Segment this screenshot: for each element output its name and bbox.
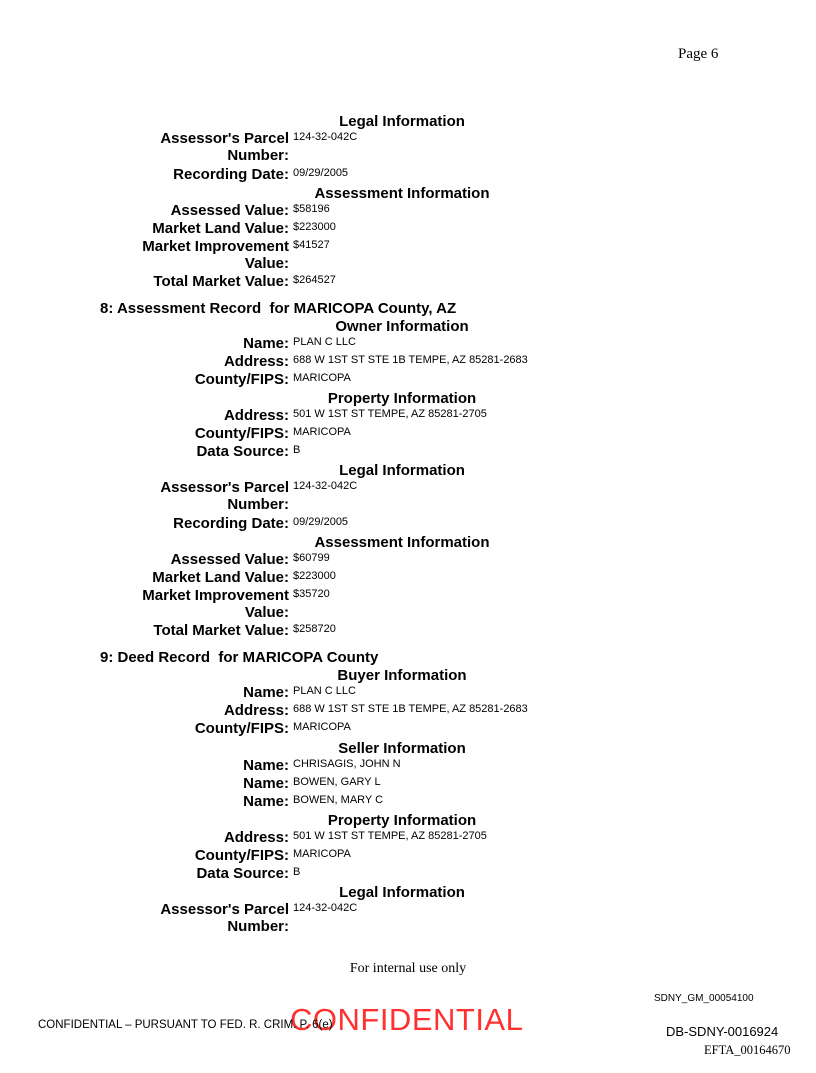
assessment-information-heading: Assessment Information	[314, 185, 490, 202]
property-address-row	[0, 829, 816, 847]
market-land-value: $223000	[293, 570, 336, 582]
market-improvement-row	[0, 238, 816, 273]
property-county-value: MARICOPA	[293, 426, 351, 438]
apn-label: Assessor's Parcel Number:	[160, 130, 289, 164]
record-8-title: 8: Assessment Record for MARICOPA County, AZ	[100, 300, 457, 317]
seller-name-value: CHRISAGIS, JOHN N	[293, 758, 401, 770]
buyer-address-label: Address:	[223, 702, 289, 719]
recording-date-value: 09/29/2005	[293, 167, 349, 179]
apn-value: 124-32-042C	[293, 131, 358, 143]
total-market-value-row	[0, 273, 816, 291]
market-land-value-label: Market Land Value:	[152, 569, 289, 586]
recording-date-label: Recording Date:	[173, 166, 289, 183]
market-land-value-row	[0, 220, 816, 238]
total-market-value: $258720	[293, 623, 336, 635]
owner-county-label: County/FIPS:	[194, 371, 289, 388]
property-county-row	[0, 847, 816, 865]
property-county-row	[0, 425, 816, 443]
total-market-value: $264527	[293, 274, 336, 286]
property-address-label: Address:	[223, 829, 289, 846]
property-address-value: 501 W 1ST ST TEMPE, AZ 85281-2705	[293, 830, 487, 842]
data-source-row	[0, 865, 816, 883]
legal-information-heading: Legal Information	[339, 462, 465, 479]
market-improvement-label: Market Improvement Value:	[142, 587, 289, 621]
market-land-value-row	[0, 569, 816, 587]
market-improvement-row	[0, 587, 816, 622]
buyer-address-row	[0, 702, 816, 720]
report-content	[0, 112, 816, 937]
seller-name-row	[0, 793, 816, 811]
data-source-value: B	[293, 444, 301, 456]
recording-date-label: Recording Date:	[173, 515, 289, 532]
data-source-row	[0, 443, 816, 461]
legal-information-heading: Legal Information	[339, 884, 465, 901]
apn-value: 124-32-042C	[293, 480, 358, 492]
market-land-value-label: Market Land Value:	[152, 220, 289, 237]
owner-address-label: Address:	[223, 353, 289, 370]
efta-number: EFTA_00164670	[704, 1043, 791, 1057]
seller-name-label: Name:	[243, 775, 289, 792]
buyer-county-label: County/FIPS:	[194, 720, 289, 737]
bates-number-db-sdny: DB-SDNY-0016924	[666, 1024, 779, 1039]
seller-name-value: BOWEN, GARY L	[293, 776, 381, 788]
apn-row	[0, 130, 816, 166]
property-county-label: County/FIPS:	[194, 425, 289, 442]
owner-county-row	[0, 371, 816, 389]
property-address-label: Address:	[223, 407, 289, 424]
assessed-value-row	[0, 202, 816, 220]
legal-information-heading: Legal Information	[339, 113, 465, 130]
owner-name-row	[0, 335, 816, 353]
property-county-label: County/FIPS:	[194, 847, 289, 864]
apn-row	[0, 901, 816, 937]
apn-row	[0, 479, 816, 515]
assessed-value: $60799	[293, 552, 330, 564]
internal-use-notice: For internal use only	[349, 961, 467, 976]
seller-name-value: BOWEN, MARY C	[293, 794, 384, 806]
owner-address-row	[0, 353, 816, 371]
page-number: Page 6	[678, 46, 719, 62]
data-source-label: Data Source:	[196, 443, 289, 460]
property-address-row	[0, 407, 816, 425]
apn-label: Assessor's Parcel Number:	[160, 479, 289, 513]
total-market-value-label: Total Market Value:	[153, 273, 289, 290]
record-9-title: 9: Deed Record for MARICOPA County	[100, 649, 379, 666]
property-information-heading: Property Information	[327, 812, 477, 829]
buyer-information-heading: Buyer Information	[337, 667, 467, 684]
assessed-value-row	[0, 551, 816, 569]
seller-name-label: Name:	[243, 757, 289, 774]
seller-name-row	[0, 757, 816, 775]
recording-date-row	[0, 166, 816, 184]
owner-name-label: Name:	[243, 335, 289, 352]
assessed-value-label: Assessed Value:	[170, 551, 289, 568]
apn-value: 124-32-042C	[293, 902, 358, 914]
confidential-notice: CONFIDENTIAL – PURSUANT TO FED. R. CRIM. P. 6(e)	[38, 1019, 333, 1031]
owner-information-heading: Owner Information	[335, 318, 469, 335]
market-improvement-label: Market Improvement Value:	[142, 238, 289, 272]
property-county-value: MARICOPA	[293, 848, 351, 860]
owner-address-value: 688 W 1ST ST STE 1B TEMPE, AZ 85281-2683	[293, 354, 528, 366]
buyer-address-value: 688 W 1ST ST STE 1B TEMPE, AZ 85281-2683	[293, 703, 528, 715]
owner-name-value: PLAN C LLC	[293, 336, 356, 348]
market-improvement-value: $35720	[293, 588, 330, 600]
buyer-name-label: Name:	[243, 684, 289, 701]
seller-name-label: Name:	[243, 793, 289, 810]
owner-county-value: MARICOPA	[293, 372, 351, 384]
recording-date-row	[0, 515, 816, 533]
property-address-value: 501 W 1ST ST TEMPE, AZ 85281-2705	[293, 408, 487, 420]
market-land-value: $223000	[293, 221, 336, 233]
confidential-watermark: CONFIDENTIAL	[290, 1002, 524, 1037]
market-improvement-value: $41527	[293, 239, 330, 251]
total-market-value-row	[0, 622, 816, 640]
assessment-information-heading: Assessment Information	[314, 534, 490, 551]
seller-information-heading: Seller Information	[338, 740, 466, 757]
data-source-value: B	[293, 866, 301, 878]
apn-label: Assessor's Parcel Number:	[160, 901, 289, 935]
assessed-value-label: Assessed Value:	[170, 202, 289, 219]
buyer-county-value: MARICOPA	[293, 721, 351, 733]
bates-number-sdny-gm: SDNY_GM_00054100	[654, 993, 754, 1004]
buyer-county-row	[0, 720, 816, 738]
assessed-value: $58196	[293, 203, 330, 215]
property-information-heading: Property Information	[327, 390, 477, 407]
buyer-name-value: PLAN C LLC	[293, 685, 356, 697]
data-source-label: Data Source:	[196, 865, 289, 882]
seller-name-row	[0, 775, 816, 793]
total-market-value-label: Total Market Value:	[153, 622, 289, 639]
buyer-name-row	[0, 684, 816, 702]
recording-date-value: 09/29/2005	[293, 516, 349, 528]
